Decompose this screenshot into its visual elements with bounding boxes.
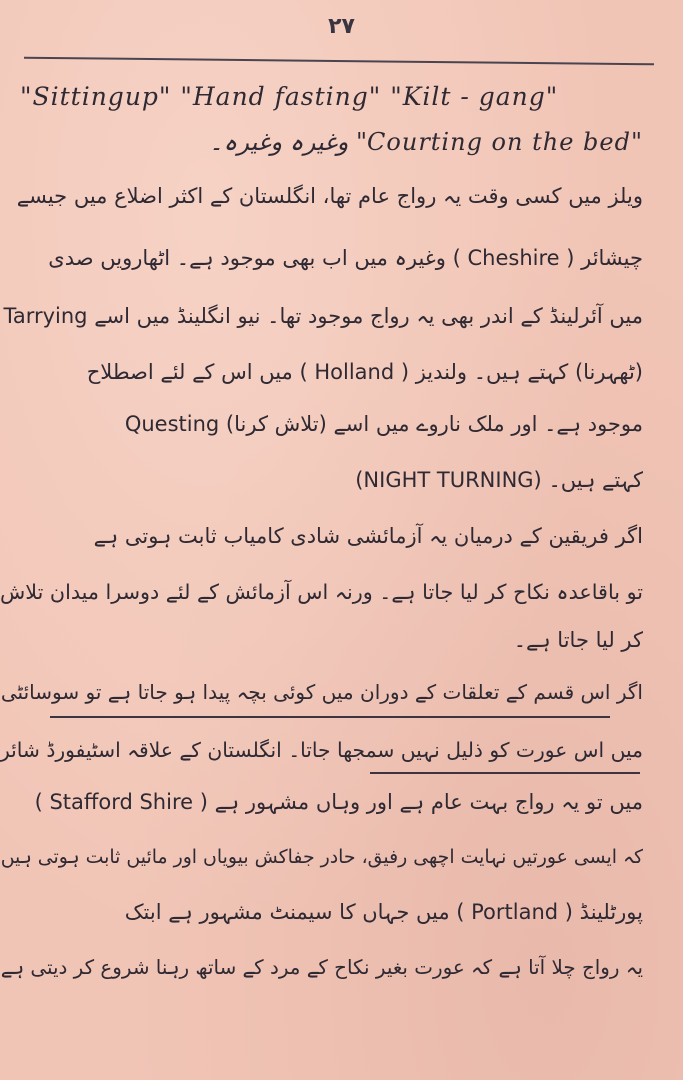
page-number: ۲۷: [328, 14, 355, 39]
text-line-15: کہ ایسی عورتیں نہایت اچھی رفیق، حادر جفاکش بیویاں اور مائیں ثابت ہوتی ہیں: [0, 846, 643, 868]
underline-2: [370, 772, 640, 774]
text-line-11: کر لیا جاتا ہے۔: [513, 628, 643, 652]
text-line-16: پورٹلینڈ ( Portland ) میں جہاں کا سیمنٹ مشہور ہے ابتک: [124, 900, 643, 924]
text-line-7: Questing (تلاش کرنا) موجود ہے۔ اور ملک ناروے میں اسے: [124, 412, 643, 436]
text-line-10: تو باقاعدہ نکاح کر لیا جاتا ہے۔ ورنہ اس آزمائش کے لئے دوسرا میدان تلاش: [0, 580, 643, 604]
underline-1: [50, 716, 610, 718]
text-line-1: "Sittingup" "Hand fasting" "Kilt - gang": [20, 82, 559, 111]
text-line-8: (NIGHT TURNING) کہتے ہیں۔: [355, 468, 643, 492]
text-line-2: وغیرہ وغیرہ۔ "Courting on the bed": [209, 128, 643, 156]
text-line-13: میں اس عورت کو ذلیل نہیں سمجھا جاتا۔ انگلستان کے علاقہ اسٹیفورڈ شائر: [0, 738, 643, 762]
text-line-17: یہ رواج چلا آتا ہے کہ عورت بغیر نکاح کے مرد کے ساتھ رہنا شروع کر دیتی ہے: [0, 956, 643, 979]
text-line-4: چیشائر ( Cheshire ) وغیرہ میں اب بھی موجود ہے۔ اٹھارویں صدی: [48, 246, 643, 270]
text-line-5: میں آئرلینڈ کے اندر بھی یہ رواج موجود تھا۔ نیو انگلینڈ میں اسے Tarrying: [3, 304, 643, 328]
text-line-14: ( Stafford Shire ) میں تو یہ رواج بہت عام ہے اور وہاں مشہور ہے: [34, 790, 643, 814]
text-line-9: اگر فریقین کے درمیان یہ آزمائشی شادی کامیاب ثابت ہوتی ہے: [93, 524, 643, 548]
header-rule: [24, 57, 654, 66]
text-line-6: (ٹھہرنا) کہتے ہیں۔ ولندیز ( Holland ) میں اس کے لئے اصطلاح: [86, 360, 643, 384]
text-line-12: اگر اس قسم کے تعلقات کے دوران میں کوئی بچہ پیدا ہو جاتا ہے تو سوسائٹی: [0, 680, 643, 704]
text-line-3: ویلز میں کسی وقت یہ رواج عام تھا، انگلستان کے اکثر اضلاع میں جیسے: [16, 184, 643, 208]
